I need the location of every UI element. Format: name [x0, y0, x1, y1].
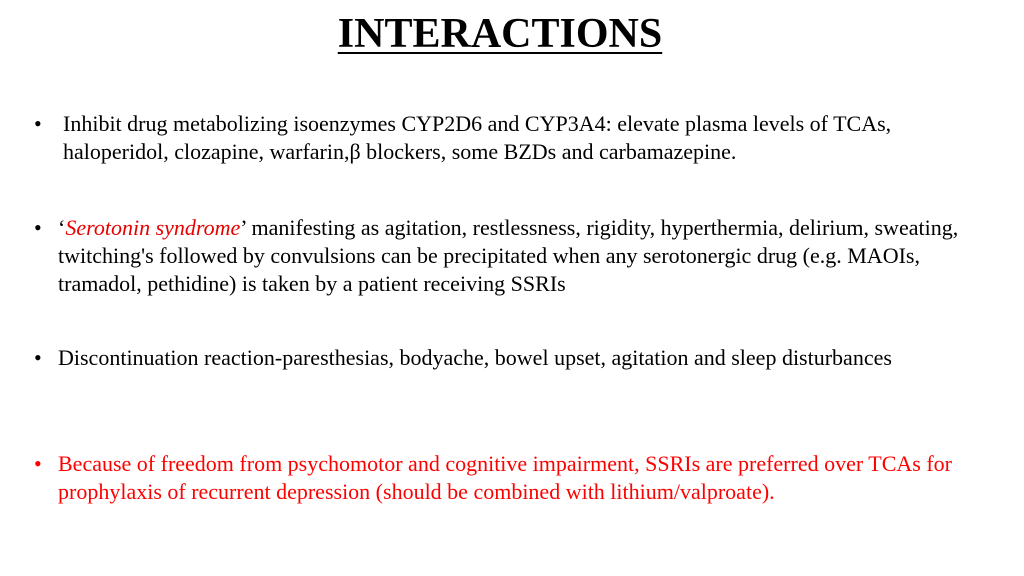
bullet-item-prophylaxis [34, 450, 984, 506]
bullet-item-discontinuation [34, 344, 984, 372]
bullet-icon: • [34, 111, 42, 136]
serotonin-description: manifesting as agitation, restlessness, rigidity, hyperthermia, delirium, sweating, twitching's followed by convulsions can be precipitated when any serotonergic drug (e.g. MAOIs, tramadol, pethidine) is taken by a patient receiving SSRIs [58, 215, 959, 296]
bullet-item-cyp-inhibition [34, 110, 984, 166]
bullet-item-serotonin-syndrome [34, 214, 984, 298]
bullet-text [58, 214, 984, 298]
bullet-icon: • [34, 215, 42, 240]
bullet-text: Discontinuation reaction-paresthesias, bodyache, bowel upset, agitation and sleep disturbances [58, 345, 892, 370]
slide-title: INTERACTIONS [337, 11, 663, 57]
close-quote: ’ [240, 215, 246, 240]
bullet-text: Inhibit drug metabolizing isoenzymes CYP2D6 and CYP3A4: elevate plasma levels of TCAs, haloperidol, clozapine, warfarin,β blockers, some BZDs and carbamazepine. [63, 111, 892, 164]
serotonin-syndrome-term: Serotonin syndrome [65, 215, 241, 240]
bullet-text: Because of freedom from psychomotor and cognitive impairment, SSRIs are preferred over TCAs for prophylaxis of recurrent depression (should be combined with lithium/valproate). [58, 451, 952, 504]
open-quote: ‘ [58, 215, 66, 240]
bullet-icon: • [34, 451, 42, 476]
bullet-icon: • [34, 345, 42, 370]
